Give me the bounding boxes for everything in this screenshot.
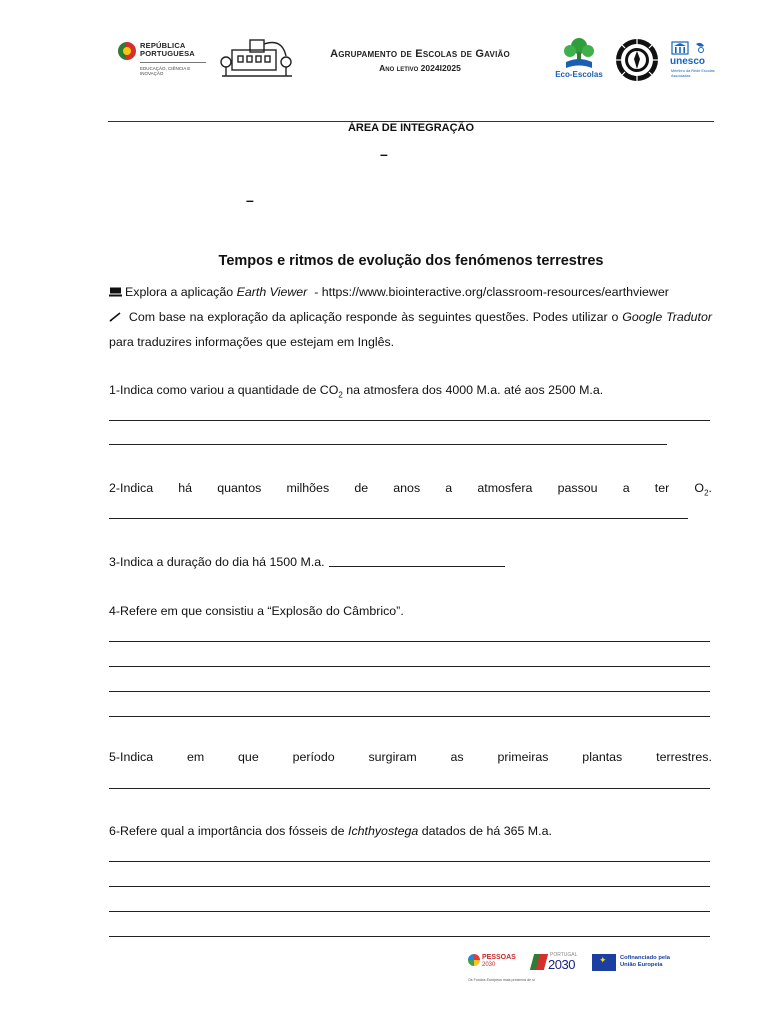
intro-line1-prefix: Explora a aplicação [125,285,237,299]
pencil-icon [109,312,122,322]
answer-line-q6-2[interactable] [109,886,710,887]
pessoas-label: PESSOAS [482,954,516,961]
q1-subscript: 2 [338,390,343,400]
q4-text: 4-Refere em que consistiu a “Explosão do Câmbrico”. [109,604,404,618]
q2-word: há [178,481,193,495]
school-year: Ano letivo 2024I2025 [379,63,461,73]
circular-seal-logo [614,37,660,83]
answer-line-q4-3[interactable] [109,691,710,692]
q2-word: anos [393,481,421,495]
pessoas-year: 2030 [482,962,496,968]
q2-subscript: 2 [704,488,709,498]
question-3 [109,554,505,570]
q2-word: a [622,481,630,495]
q5-word: surgiram [368,750,417,764]
portugal-year: 2030 [548,957,575,972]
answer-line-q6-3[interactable] [109,911,710,912]
republic-line1: REPÚBLICA [140,41,186,50]
q6-prefix: 6-Refere qual a importância dos fósseis de [109,824,348,838]
question-2 [109,480,712,501]
unesco-logo [670,40,720,82]
portugal-2030-logo [532,952,582,974]
republica-portuguesa-logo [118,40,208,76]
intro-app-name: Earth Viewer [236,285,308,299]
computer-icon [109,287,122,297]
answer-line-q4-2[interactable] [109,666,710,667]
dash-mark-2: – [246,192,254,208]
portugal-label: PORTUGAL [550,952,578,958]
q1-suffix: na atmosfera dos 4000 M.a. até aos 2500 M.a. [342,383,604,397]
answer-line-q4-1[interactable] [109,641,710,642]
funding-logos [468,950,678,986]
pessoas-flower-icon [468,954,480,966]
page-title: Tempos e ritmos de evolução dos fenómenos terrestres [218,253,604,269]
answer-line-q6-1[interactable] [109,861,710,862]
q5-word: primeiras [497,750,549,764]
eu-flag-icon [592,954,616,971]
answer-line-q4-4[interactable] [109,716,710,717]
q2-word: quantos [217,481,262,495]
q2-word: ter [654,481,670,495]
answer-line-q1-2[interactable] [109,444,667,445]
q2-period: . [708,481,712,495]
q6-suffix: datados de há 365 M.a. [418,824,552,838]
seal-badge-icon [614,37,660,83]
answer-line-q3[interactable] [329,555,505,567]
republic-divider [140,62,206,63]
school-building-icon [220,36,294,80]
q2-word: atmosfera [477,481,533,495]
republic-line2: PORTUGUESA [140,49,195,58]
school-logo [220,36,294,80]
area-title: ÁREA DE INTEGRAÇÃO [347,122,475,134]
q2-word: passou [557,481,598,495]
answer-line-q1-1[interactable] [109,420,710,421]
q5-word: as [450,750,464,764]
q2-word: a [445,481,453,495]
eco-escolas-label: Eco-Escolas [555,70,603,79]
question-5 [109,749,712,765]
q5-word: período [292,750,335,764]
q3-text: 3-Indica a duração do dia há 1500 M.a. [109,555,325,569]
unesco-temple-icon [670,40,720,56]
portugal-flag-icon [530,954,548,970]
answer-line-q5-1[interactable] [109,788,710,789]
pessoas-tagline: Os Fundos Europeus mais próximos de si [468,978,535,982]
q5-word: em [186,750,205,764]
intro-tool-name: Google Tradutor [622,310,712,324]
eco-escolas-logo [554,36,604,80]
answer-line-q6-4[interactable] [109,936,710,937]
question-1 [109,382,603,403]
portugal-emblem-icon [118,42,136,60]
intro-paragraph [109,305,712,354]
q2-word: 2-Indica [109,481,154,495]
eu-line2: União Europeia [620,962,663,968]
eu-cofunding-logo [592,954,678,974]
eco-escolas-tree-icon [554,36,604,70]
q2-word: milhões [286,481,330,495]
answer-line-q2-1[interactable] [109,518,688,519]
unesco-sub: Membro da Rede Escolas Associadas [671,69,715,78]
dash-mark-1: – [380,146,388,162]
q5-word: 5-Indica [109,750,154,764]
q6-genus: Ichthyostega [348,824,419,838]
question-6 [109,823,552,839]
republic-subline: EDUCAÇÃO, CIÊNCIA E INOVAÇÃO [140,66,191,76]
q5-word: plantas [582,750,623,764]
unesco-label: unesco [670,56,706,67]
question-4 [109,603,404,619]
intro-line1-suffix: - https://www.biointeractive.org/classroom-resources/earthviewer [307,285,669,299]
eu-line1: Cofinanciado pela [620,955,670,961]
q2-word: de [354,481,369,495]
intro-line-1 [109,280,712,305]
intro-line2-suffix: para traduzires informações que estejam em Inglês. [109,334,395,349]
school-name: Agrupamento de Escolas de Gavião [330,48,510,60]
q1-prefix: 1-Indica como variou a quantidade de CO [109,383,339,397]
intro-line2-prefix: Com base na exploração da aplicação responde às seguintes questões. Podes utilizar o [128,310,623,324]
q5-word: terrestres. [656,750,712,764]
q5-word: que [238,750,259,764]
q2-last-word [694,480,712,501]
q2-o: O [694,481,705,495]
